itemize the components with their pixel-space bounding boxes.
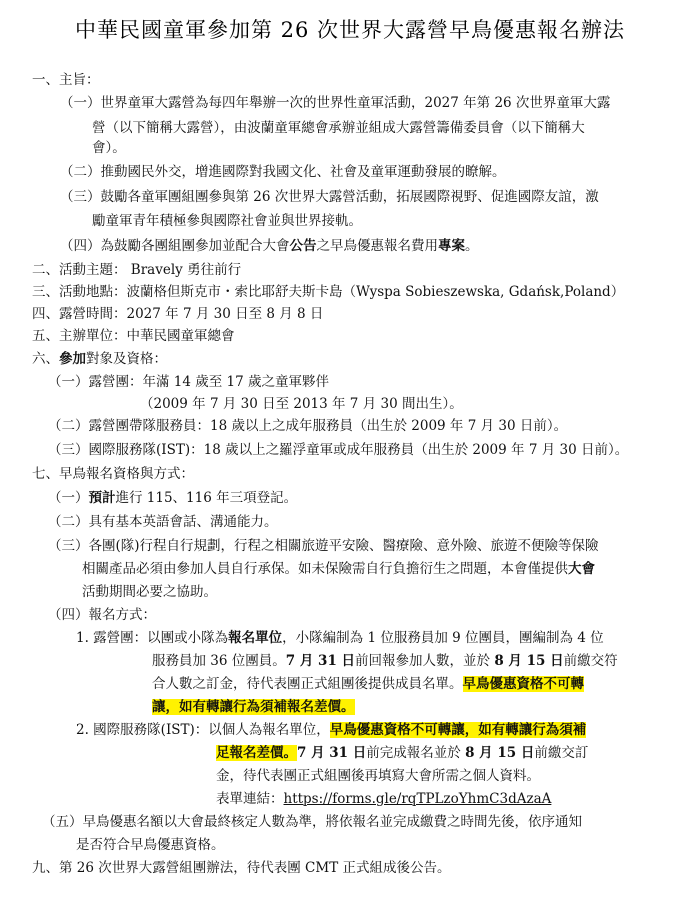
section-9: 九、第 26 次世界大露營組團辦法，待代表團 CMT 正式組成後公告。 [32,860,451,876]
s7-item-5-line1: （五）早鳥優惠名額以大會最終核定人數為準，將依報名並完成繳費之時間先後，依序通知 [42,814,582,830]
section-7-heading: 七、早鳥報名資格與方式： [32,466,194,482]
highlight-ist-fee: 足報名差價。 [216,745,297,761]
method-2-line2: 足報名差價。7 月 31 日前完成報名並於 8 月 15 日前繳交訂 [216,745,589,761]
method-1-line1: 1. 露營團：以團或小隊為報名單位，小隊編制為 1 位服務員加 9 位團員，團編制為 4 位 [76,630,604,646]
s7-item-4: （四）報名方式： [48,607,156,623]
method-2-line3: 金，待代表團正式組團後再填寫大會所需之個人資料。 [216,768,540,784]
s7-item-3-line2: 相關產品必須由參加人員自行承保。如未保險需自行負擔衍生之問題，本會僅提供大會 [82,561,595,577]
highlight-transfer-fee: 讓，如有轉讓行為須補報名差價。 [152,699,355,715]
s1-p1-line3: 會）。 [92,140,126,156]
section-2-theme: 二、活動主題： Bravely 勇往前行 [32,262,242,278]
s7-item-2: （二）具有基本英語會話、溝通能力。 [48,514,278,530]
s6-item-1: （一）露營團：年滿 14 歲至 17 歲之童軍夥伴 [48,374,330,390]
method-1-line4 [152,697,355,717]
page-title: 中華民國童軍參加第 26 次世界大露營早鳥優惠報名辦法 [74,18,626,42]
s1-p4: （四）為鼓勵各團組團參加並配合大會公告之早鳥優惠報名費用專案。 [60,238,479,254]
s1-p1-line1: （一）世界童軍大露營為每四年舉辦一次的世界性童軍活動，2027 年第 26 次世界童軍大露 [60,95,611,111]
s7-item-1: （一）預計進行 115、116 年三項登記。 [48,490,298,506]
s6-item-1-birth: （2009 年 7 月 30 日至 2013 年 7 月 30 間出生）。 [140,396,463,412]
s1-p3-line1: （三）鼓勵各童軍團組團參與第 26 次世界大露營活動，拓展國際視野、促進國際友誼，激 [60,189,599,205]
s1-p3-line2: 勵童軍青年積極參與國際社會並與世界接軌。 [92,213,362,229]
section-4-dates: 四、露營時間：2027 年 7 月 30 日至 8 月 8 日 [32,306,324,322]
section-5-organizer: 五、主辦單位：中華民國童軍總會 [32,328,235,344]
highlight-no-transfer: 早鳥優惠資格不可轉 [462,676,584,692]
s6-item-2: （二）露營團帶隊服務員：18 歲以上之成年服務員（出生於 2009 年 7 月 30 日前）。 [48,418,568,434]
section-3-location: 三、活動地點：波蘭格但斯克市・索比耶舒夫斯卡島（Wyspa Sobieszewska, Gdańsk,Poland） [32,284,625,300]
method-2-line1: 2. 國際服務隊(IST)：以個人為報名單位，早鳥優惠資格不可轉讓，如有轉讓行為須補 [76,722,587,738]
s6-item-3: （三）國際服務隊(IST)：18 歲以上之羅浮童軍或成年服務員（出生於 2009 年 7 月 30 日前）。 [48,442,629,458]
method-2-line4: 表單連結：https://forms.gle/rqTPLzoYhmC3dAzaA [216,791,552,807]
s1-p1-line2: 營（以下簡稱大露營），由波蘭童軍總會承辦並組成大露營籌備委員會（以下簡稱大 [92,120,585,136]
method-1-line3: 合人數之訂金，待代表團正式組團後提供成員名單。早鳥優惠資格不可轉 [152,676,584,692]
section-6-heading: 六、參加對象及資格： [32,351,167,367]
highlight-ist-no-transfer: 早鳥優惠資格不可轉讓，如有轉讓行為須補 [329,722,587,738]
s7-item-3-line1: （三）各團(隊)行程自行規劃，行程之相關旅遊平安險、醫療險、意外險、旅遊不便險等保險 [48,538,599,554]
s7-item-5-line2: 是否符合早鳥優惠資格。 [76,837,225,853]
method-1-line2: 服務員加 36 位團員。7 月 31 日前回報參加人數，並於 8 月 15 日前繳交符 [152,653,618,669]
s7-item-3-line3: 活動期間必要之協助。 [82,584,217,600]
s1-p2: （二）推動國民外交，增進國際對我國文化、社會及童軍運動發展的瞭解。 [60,164,506,180]
section-1-heading: 一、主旨： [32,72,100,88]
form-link[interactable]: https://forms.gle/rqTPLzoYhmC3dAzaA [283,791,552,807]
